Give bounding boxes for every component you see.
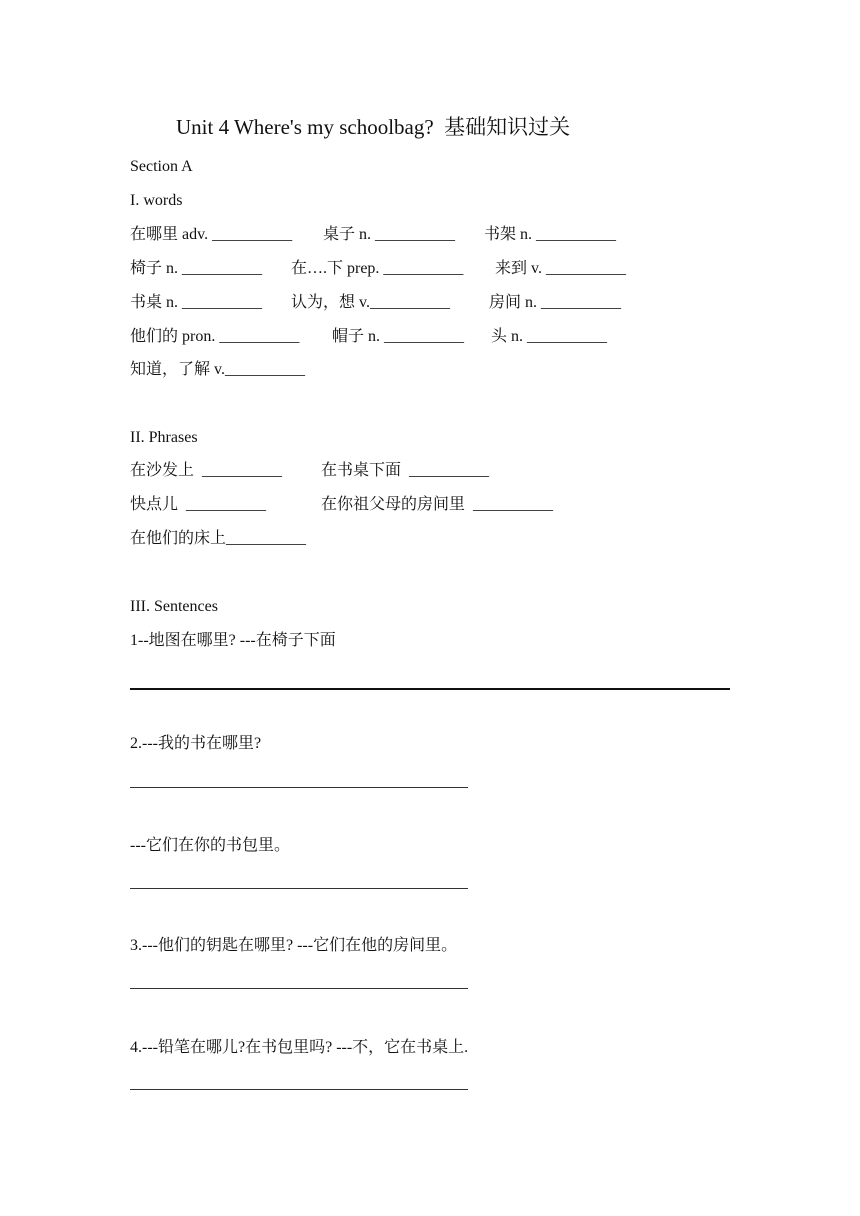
word-item: 书桌 n. __________ xyxy=(130,294,263,311)
answer-line xyxy=(130,787,468,788)
phrase-item: 在书桌下面 __________ xyxy=(321,462,490,479)
word-item: 知道，了解 v.__________ xyxy=(130,361,305,378)
word-item: 书架 n. __________ xyxy=(484,226,617,243)
word-item: 在哪里 adv. __________ xyxy=(130,226,293,243)
phrase-item: 在沙发上 __________ xyxy=(130,462,283,479)
sentence-prompt: 1--地图在哪里? ---在椅子下面 xyxy=(130,632,336,649)
phrases-heading: II. Phrases xyxy=(130,429,198,446)
word-item: 椅子 n. __________ xyxy=(130,260,263,277)
sentence-prompt: ---它们在你的书包里。 xyxy=(130,837,290,854)
page-title: Unit 4 Where's my schoolbag? 基础知识过关 xyxy=(176,115,571,139)
word-item: 头 n. __________ xyxy=(491,328,608,345)
word-item: 在….下 prep. __________ xyxy=(291,260,464,277)
answer-line xyxy=(130,988,468,989)
word-item: 来到 v. __________ xyxy=(495,260,626,277)
word-item: 他们的 pron. __________ xyxy=(130,328,300,345)
section-label: Section A xyxy=(130,158,193,175)
phrase-item: 快点儿 __________ xyxy=(130,496,267,513)
word-item: 认为，想 v.__________ xyxy=(291,294,450,311)
word-item: 桌子 n. __________ xyxy=(323,226,456,243)
answer-line xyxy=(130,688,730,690)
sentence-prompt: 3.---他们的钥匙在哪里? ---它们在他的房间里。 xyxy=(130,937,458,954)
phrase-item: 在他们的床上__________ xyxy=(130,530,307,547)
sentence-prompt: 2.---我的书在哪里? xyxy=(130,735,262,752)
answer-line xyxy=(130,888,468,889)
phrase-item: 在你祖父母的房间里 __________ xyxy=(321,496,554,513)
sentences-heading: III. Sentences xyxy=(130,598,218,615)
word-item: 房间 n. __________ xyxy=(489,294,622,311)
words-heading: I. words xyxy=(130,192,183,209)
sentence-prompt: 4.---铅笔在哪儿?在书包里吗? ---不，它在书桌上. xyxy=(130,1039,469,1056)
word-item: 帽子 n. __________ xyxy=(332,328,465,345)
answer-line xyxy=(130,1089,468,1090)
